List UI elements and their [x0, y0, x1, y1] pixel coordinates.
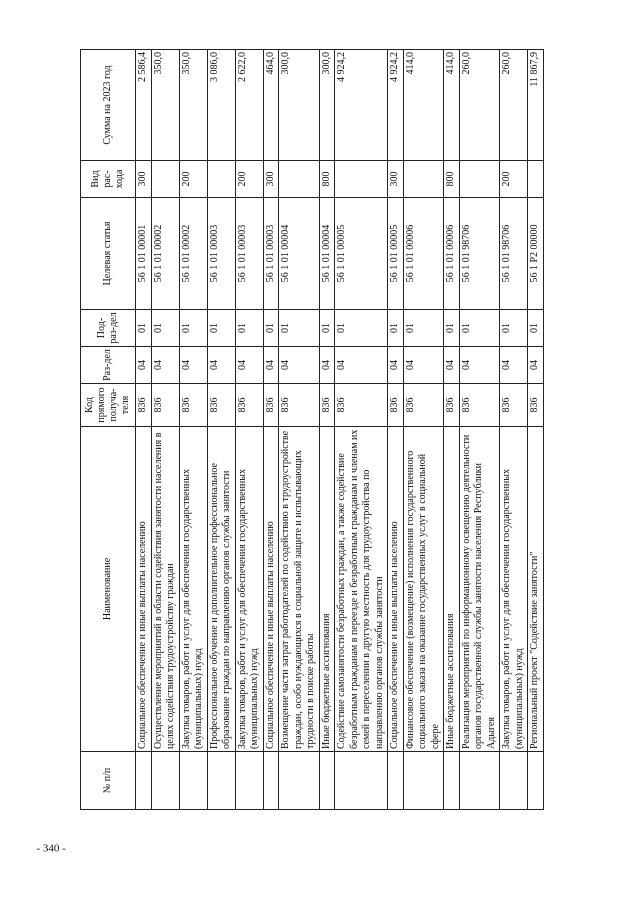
row-target: 56 1 Р2 00000: [528, 198, 544, 310]
row-sum: 3 086,0: [207, 50, 235, 161]
row-code: 836: [335, 384, 388, 427]
row-sum: 414,0: [444, 50, 460, 161]
header-target: Целевая статья: [81, 198, 136, 310]
row-section: 04: [179, 347, 207, 384]
row-name: Профессиональное обучение и дополнительное профессиональное образование граждан по направлению органов службы занятости: [207, 427, 235, 752]
row-name: Региональный проект "Содействие занятости": [528, 427, 544, 752]
header-num: № п/п: [81, 752, 136, 810]
row-num: [444, 752, 460, 810]
row-code: 836: [388, 384, 404, 427]
row-section: 04: [403, 347, 444, 384]
header-subsection: Под-раз-дел: [81, 310, 136, 347]
row-subsection: 01: [528, 310, 544, 347]
row-target: 56 1 01 00003: [235, 198, 263, 310]
table-row: [335, 50, 388, 810]
row-target: 56 1 01 98706: [459, 198, 500, 310]
header-section: Раз-дел: [81, 347, 136, 384]
page-number: - 340 -: [36, 842, 66, 855]
row-code: 836: [279, 384, 320, 427]
row-name: Финансовое обеспечение (возмещение) исполнения государственного социального заказа на оказание государственных услуг в социальной сфере: [403, 427, 444, 752]
row-sum: 4 924,2: [388, 50, 404, 161]
row-code: 836: [403, 384, 444, 427]
budget-table: [80, 49, 544, 810]
row-subsection: 01: [459, 310, 500, 347]
row-subsection: 01: [235, 310, 263, 347]
row-num: [263, 752, 279, 810]
row-section: 04: [207, 347, 235, 384]
table-row: [500, 50, 528, 810]
row-expense: [459, 161, 500, 198]
row-num: [528, 752, 544, 810]
row-section: 04: [528, 347, 544, 384]
row-sum: 11 867,9: [528, 50, 544, 161]
row-name: Закупка товаров, работ и услуг для обеспечения государственных (муниципальных) нужд: [179, 427, 207, 752]
row-num: [279, 752, 320, 810]
row-expense: [151, 161, 179, 198]
row-code: 836: [263, 384, 279, 427]
row-section: 04: [319, 347, 335, 384]
row-name: Содействие самозанятости безработных граждан, а также содействие безработным гражданам в переезде и безработным гражданам и членам их семей в переселении в другую местность для трудоустройства по направлению органов службы занятости: [335, 427, 388, 752]
row-code: 836: [500, 384, 528, 427]
row-num: [179, 752, 207, 810]
row-code: 836: [136, 384, 152, 427]
row-target: 56 1 01 00003: [263, 198, 279, 310]
row-expense: 200: [500, 161, 528, 198]
table-row: [403, 50, 444, 810]
row-sum: 464,0: [263, 50, 279, 161]
row-num: [388, 752, 404, 810]
row-section: 04: [500, 347, 528, 384]
row-subsection: 01: [207, 310, 235, 347]
header-row: [81, 50, 136, 810]
row-target: 56 1 01 00006: [403, 198, 444, 310]
table-row: [279, 50, 320, 810]
row-subsection: 01: [179, 310, 207, 347]
row-num: [207, 752, 235, 810]
row-name: Иные бюджетные ассигнования: [444, 427, 460, 752]
row-expense: 300: [263, 161, 279, 198]
row-name: Возмещение части затрат работодателей по содействию в трудоустройстве граждан, особо нуждающихся в социальной защите и испытывающих трудности в поиске работы: [279, 427, 320, 752]
row-name: Социальное обеспечение и иные выплаты населению: [263, 427, 279, 752]
row-sum: 2 622,0: [235, 50, 263, 161]
row-num: [151, 752, 179, 810]
table-row: [388, 50, 404, 810]
table-row: [528, 50, 544, 810]
row-name: Социальное обеспечение и иные выплаты населению: [136, 427, 152, 752]
row-sum: 4 924,2: [335, 50, 388, 161]
row-code: 836: [179, 384, 207, 427]
row-sum: 350,0: [151, 50, 179, 161]
row-target: 56 1 01 00003: [207, 198, 235, 310]
row-num: [500, 752, 528, 810]
row-sum: 350,0: [179, 50, 207, 161]
table-row: [319, 50, 335, 810]
table-row: [136, 50, 152, 810]
table-row: [207, 50, 235, 810]
row-target: 56 1 01 00004: [279, 198, 320, 310]
table-row: [235, 50, 263, 810]
row-sum: 260,0: [500, 50, 528, 161]
row-num: [335, 752, 388, 810]
row-num: [136, 752, 152, 810]
row-name: Осуществление мероприятий в области содействия занятости населения в целях содействия трудоустройству граждан: [151, 427, 179, 752]
row-section: 04: [444, 347, 460, 384]
row-sum: 300,0: [279, 50, 320, 161]
row-expense: 800: [319, 161, 335, 198]
row-subsection: 01: [263, 310, 279, 347]
row-section: 04: [459, 347, 500, 384]
row-code: 836: [235, 384, 263, 427]
row-section: 04: [335, 347, 388, 384]
table-row: [151, 50, 179, 810]
row-expense: 200: [179, 161, 207, 198]
row-expense: [335, 161, 388, 198]
row-section: 04: [263, 347, 279, 384]
row-code: 836: [444, 384, 460, 427]
row-subsection: 01: [136, 310, 152, 347]
row-subsection: 01: [388, 310, 404, 347]
row-code: 836: [151, 384, 179, 427]
row-target: 56 1 01 00005: [388, 198, 404, 310]
row-section: 04: [136, 347, 152, 384]
row-name: Иные бюджетные ассигнования: [319, 427, 335, 752]
row-subsection: 01: [151, 310, 179, 347]
row-section: 04: [235, 347, 263, 384]
row-code: 836: [528, 384, 544, 427]
row-target: 56 1 01 00002: [179, 198, 207, 310]
row-section: 04: [279, 347, 320, 384]
row-name: Закупка товаров, работ и услуг для обеспечения государственных (муниципальных) нужд: [235, 427, 263, 752]
row-section: 04: [388, 347, 404, 384]
row-expense: [403, 161, 444, 198]
row-target: 56 1 01 00004: [319, 198, 335, 310]
row-expense: 300: [136, 161, 152, 198]
table-body: [136, 50, 544, 810]
row-name: Социальное обеспечение и иные выплаты населению: [388, 427, 404, 752]
row-section: 04: [151, 347, 179, 384]
row-subsection: 01: [500, 310, 528, 347]
row-expense: 800: [444, 161, 460, 198]
header-name: Наименование: [81, 427, 136, 752]
row-expense: 200: [235, 161, 263, 198]
row-num: [403, 752, 444, 810]
row-code: 836: [207, 384, 235, 427]
header-expense: Вид рас-хода: [81, 161, 136, 198]
row-name: Закупка товаров, работ и услуг для обеспечения государственных (муниципальных) нужд: [500, 427, 528, 752]
row-sum: 300,0: [319, 50, 335, 161]
row-code: 836: [319, 384, 335, 427]
row-sum: 2 586,4: [136, 50, 152, 161]
row-target: 56 1 01 00006: [444, 198, 460, 310]
row-expense: [207, 161, 235, 198]
header-sum: Сумма на 2023 год: [81, 50, 136, 161]
table-row: [459, 50, 500, 810]
row-target: 56 1 01 00005: [335, 198, 388, 310]
row-code: 836: [459, 384, 500, 427]
table-row: [179, 50, 207, 810]
row-target: 56 1 01 00001: [136, 198, 152, 310]
row-num: [235, 752, 263, 810]
row-target: 56 1 01 98706: [500, 198, 528, 310]
row-subsection: 01: [335, 310, 388, 347]
row-name: Реализация мероприятий по информационному освещению деятельности органов государственной службы занятости населения Республики Адыгея: [459, 427, 500, 752]
row-subsection: 01: [319, 310, 335, 347]
row-sum: 260,0: [459, 50, 500, 161]
row-expense: 300: [388, 161, 404, 198]
row-subsection: 01: [279, 310, 320, 347]
table-row: [263, 50, 279, 810]
row-target: 56 1 01 00002: [151, 198, 179, 310]
row-expense: [528, 161, 544, 198]
header-code: Код прямого получа-теля: [81, 384, 136, 427]
row-num: [459, 752, 500, 810]
row-sum: 414,0: [403, 50, 444, 161]
row-expense: [279, 161, 320, 198]
row-num: [319, 752, 335, 810]
row-subsection: 01: [444, 310, 460, 347]
table-row: [444, 50, 460, 810]
row-subsection: 01: [403, 310, 444, 347]
